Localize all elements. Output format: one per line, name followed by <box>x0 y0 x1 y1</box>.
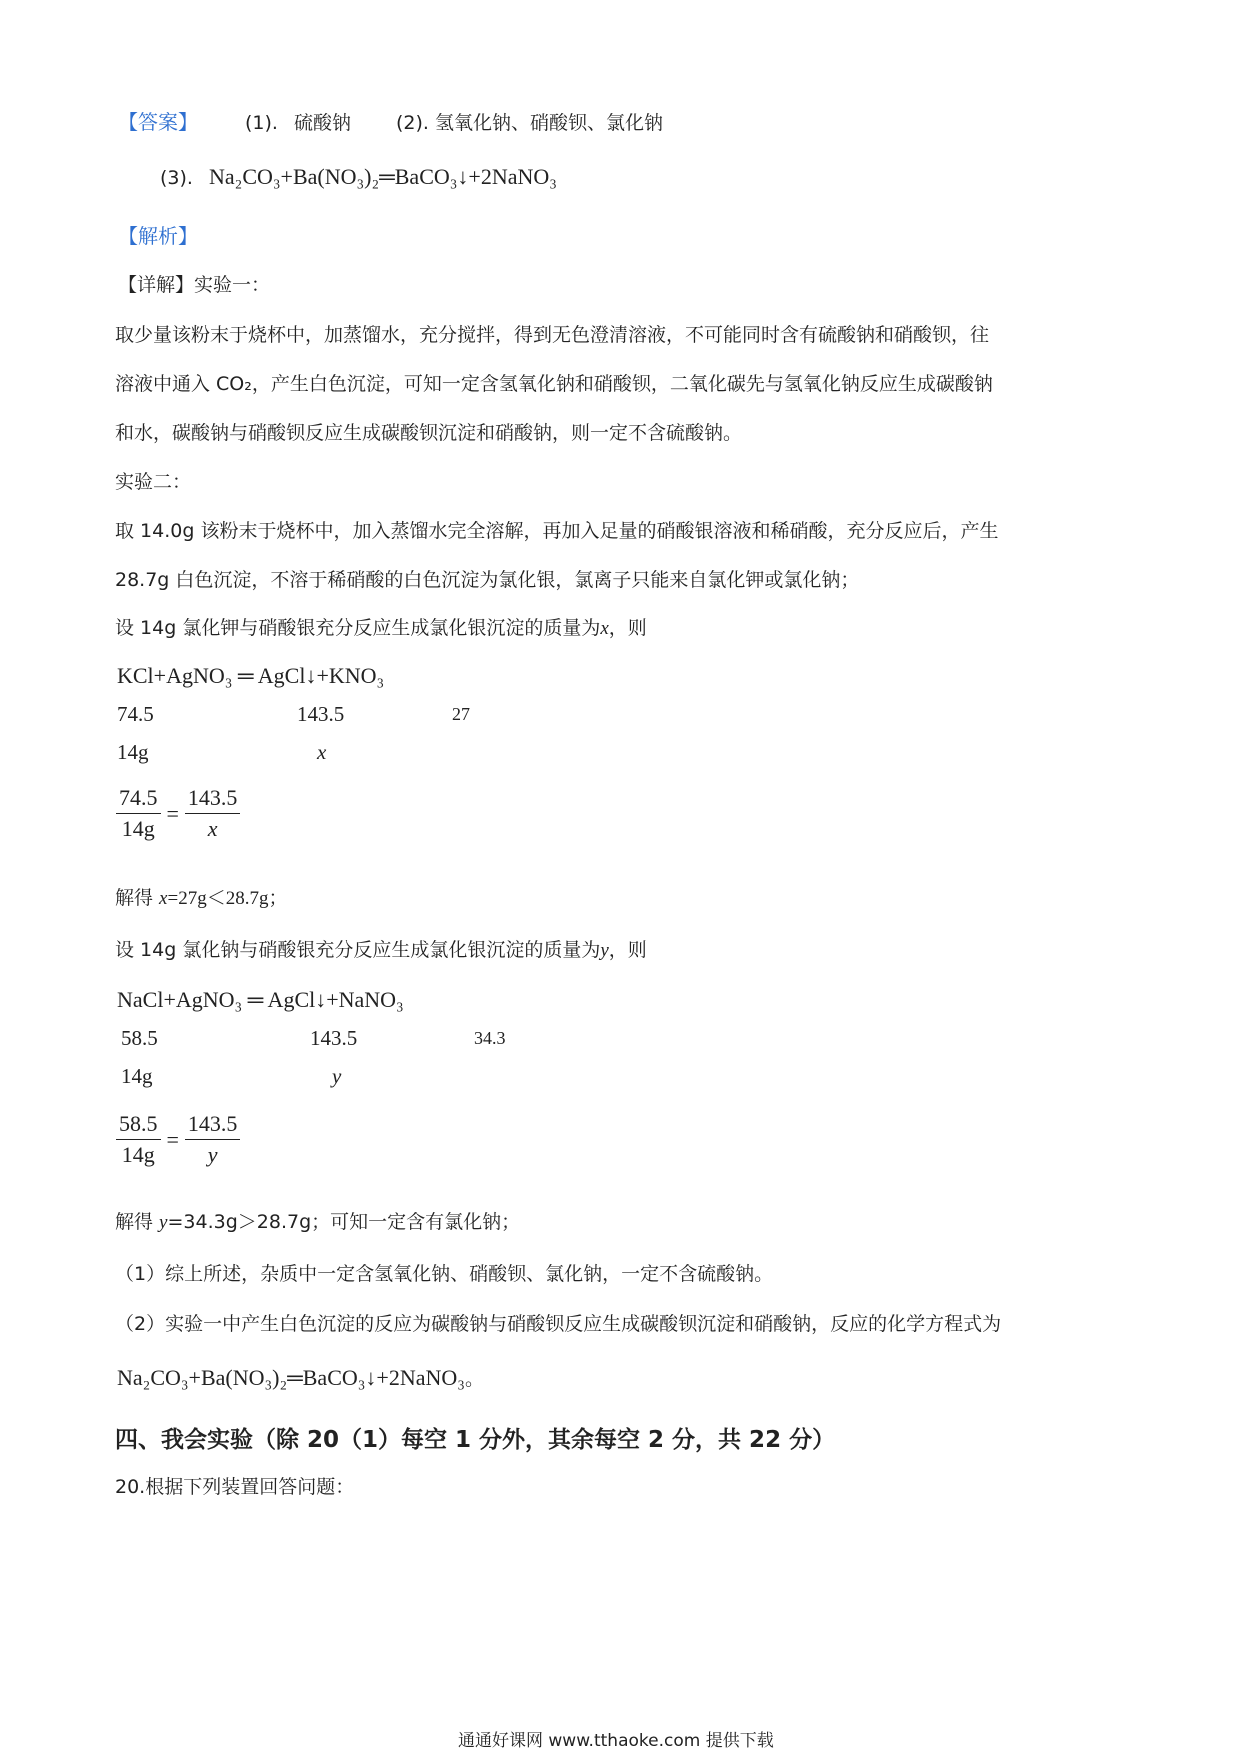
kcl-molar-mass-3: 27 <box>452 704 470 724</box>
exp1-line-2: 溶液中通入 CO₂，产生白色沉淀，可知一定含氢氧化钠和硝酸钡，二氧化碳先与氢氧化钠反应生成碳酸钠 <box>115 373 993 395</box>
kcl-solution-var: x <box>159 888 168 909</box>
kcl-fraction-left-numerator: 74.5 <box>116 784 161 814</box>
conclusion-1: （1）综上所述，杂质中一定含氢氧化钠、硝酸钡、氯化钠，一定不含硫酸钠。 <box>115 1263 774 1285</box>
kcl-fraction-left <box>116 784 161 843</box>
answer-3-equation: Na₂CO₃+Ba(NO₃)₂═BaCO₃↓+2NaNO₃ <box>209 164 557 189</box>
footer-watermark: 通通好课网 www.tthaoke.com 提供下载 <box>458 1731 774 1751</box>
answer-1-text: 硫酸钠 <box>294 112 352 134</box>
conclusion-2-equation: Na₂CO₃+Ba(NO₃)₂═BaCO₃↓+2NaNO₃ <box>117 1365 465 1390</box>
kcl-solution-prefix: 解得 <box>115 887 160 909</box>
exp1-line-1: 取少量该粉末于烧杯中，加蒸馏水，充分搅拌，得到无色澄清溶液，不可能同时含有硫酸钠和硝酸钡，往 <box>115 324 990 346</box>
conclusion-2-equation-line <box>117 1364 484 1391</box>
nacl-molar-mass-1: 58.5 <box>121 1026 158 1050</box>
nacl-mass-given: 14g <box>121 1064 153 1088</box>
nacl-molar-mass-3: 34.3 <box>474 1028 506 1048</box>
section-4-heading: 四、我会实验（除 20（1）每空 1 分外，其余每空 2 分，共 22 分） <box>115 1427 836 1453</box>
nacl-proportion <box>116 1110 240 1169</box>
kcl-fraction-left-denominator: 14g <box>121 816 155 841</box>
kcl-proportion <box>116 784 240 843</box>
nacl-solution <box>115 1207 520 1234</box>
nacl-fraction-right <box>185 1110 241 1169</box>
kcl-intro-text: 设 14g 氯化钾与硝酸银充分反应生成氯化银沉淀的质量为 <box>115 617 601 639</box>
conclusion-2-end: 。 <box>464 1368 484 1390</box>
kcl-intro <box>115 613 647 640</box>
nacl-molar-mass-2: 143.5 <box>310 1026 358 1050</box>
exp2-title: 实验二： <box>115 471 192 493</box>
kcl-intro-var: x <box>600 618 609 639</box>
nacl-solution-text: =34.3g＞28.7g；可知一定含有氯化钠； <box>167 1211 521 1233</box>
equals-sign: = <box>166 1126 179 1152</box>
kcl-fraction-right-numerator: 143.5 <box>185 784 241 814</box>
kcl-fraction-right <box>185 784 241 843</box>
equals-sign: = <box>166 800 179 826</box>
nacl-mass-unknown: y <box>332 1064 342 1088</box>
nacl-equation: NaCl+AgNO₃ ═ AgCl↓+NaNO₃ <box>117 987 404 1012</box>
kcl-mass-unknown: x <box>317 740 327 764</box>
kcl-equation: KCl+AgNO₃ ═ AgCl↓+KNO₃ <box>117 663 385 688</box>
nacl-solution-var: y <box>159 1212 168 1233</box>
nacl-intro-var: y <box>600 940 609 961</box>
kcl-fraction-right-denominator: x <box>207 816 218 841</box>
answer-tag: 【答案】 <box>118 110 198 134</box>
kcl-solution <box>115 883 287 910</box>
kcl-intro-then: ，则 <box>608 617 647 639</box>
answer-2-number: (2). <box>396 112 429 134</box>
nacl-fraction-right-numerator: 143.5 <box>185 1110 241 1140</box>
exp2-line-1: 取 14.0g 该粉末于烧杯中，加入蒸馏水完全溶解，再加入足量的硝酸银溶液和稀硝酸，充分反应后，产生 <box>115 520 999 542</box>
answer-2-text: 氢氧化钠、硝酸钡、氯化钠 <box>435 112 664 134</box>
kcl-solution-text: =27g＜28.7g； <box>167 888 288 909</box>
answer-1-number: (1). <box>245 112 278 134</box>
exp2-line-2: 28.7g 白色沉淀，不溶于稀硝酸的白色沉淀为氯化银，氯离子只能来自氯化钾或氯化钠； <box>115 569 860 591</box>
answer-3 <box>160 164 557 190</box>
nacl-fraction-right-denominator: y <box>207 1142 218 1167</box>
detail-title: 【详解】实验一： <box>118 274 271 296</box>
analysis-tag: 【解析】 <box>118 224 198 248</box>
nacl-fraction-left-numerator: 58.5 <box>116 1110 161 1140</box>
kcl-molar-mass-1: 74.5 <box>117 702 154 726</box>
nacl-solution-prefix: 解得 <box>115 1211 160 1233</box>
nacl-intro <box>115 935 647 962</box>
nacl-fraction-left-denominator: 14g <box>121 1142 155 1167</box>
exp1-line-3: 和水，碳酸钠与硝酸钡反应生成碳酸钡沉淀和硝酸钠，则一定不含硫酸钠。 <box>115 422 743 444</box>
nacl-fraction-left <box>116 1110 161 1169</box>
question-20: 20.根据下列装置回答问题： <box>115 1476 355 1498</box>
answer-2 <box>396 108 663 135</box>
kcl-mass-given: 14g <box>117 740 149 764</box>
answer-3-number: (3). <box>160 167 193 189</box>
nacl-intro-text: 设 14g 氯化钠与硝酸银充分反应生成氯化银沉淀的质量为 <box>115 939 601 961</box>
kcl-molar-mass-2: 143.5 <box>297 702 345 726</box>
conclusion-2: （2）实验一中产生白色沉淀的反应为碳酸钠与硝酸钡反应生成碳酸钡沉淀和硝酸钠，反应的化学方程式为 <box>115 1313 1002 1335</box>
answer-1 <box>245 108 351 135</box>
nacl-intro-then: ，则 <box>608 939 647 961</box>
